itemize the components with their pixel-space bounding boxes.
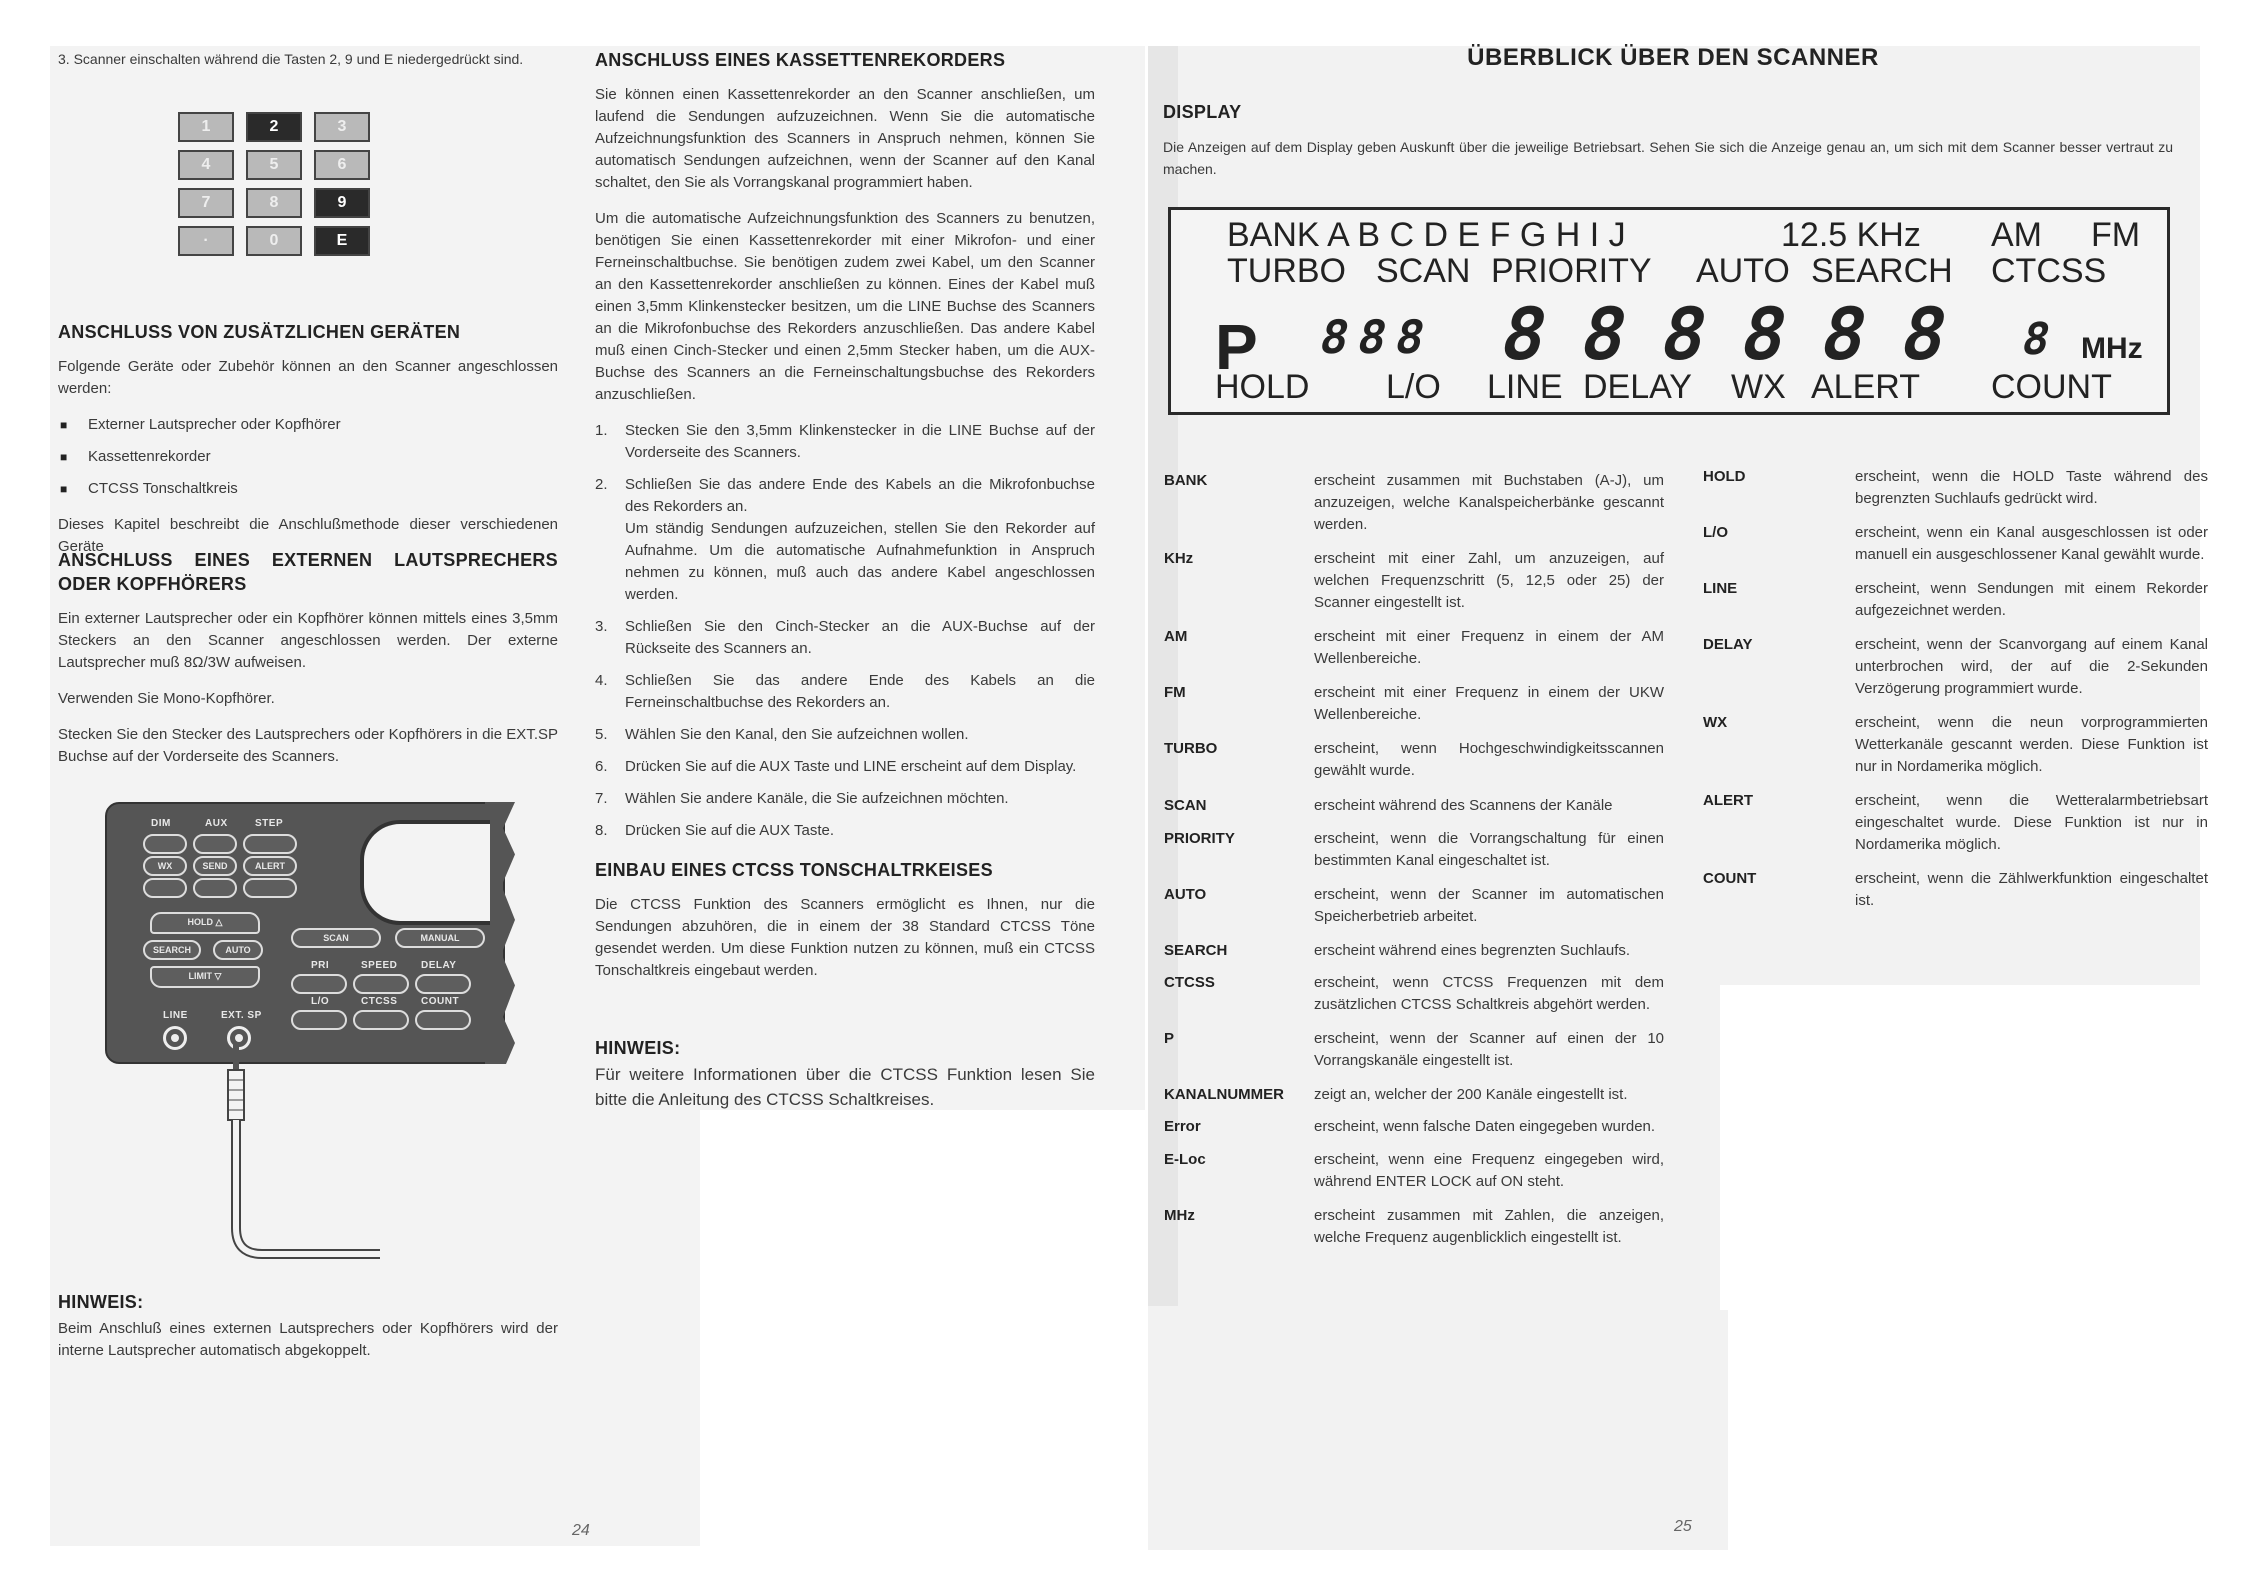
right-page-blank bbox=[1720, 985, 2220, 1555]
definition-term: KHz bbox=[1164, 550, 1194, 567]
keypad-key: 4 bbox=[178, 150, 234, 180]
step-text: Schließen Sie das andere Ende des Kabels an die Ferneinschaltbuchse des Rekorders an. bbox=[625, 672, 1095, 711]
definition-term: KANALNUMMER bbox=[1164, 1086, 1284, 1103]
definition-term: AUTO bbox=[1164, 886, 1207, 903]
dim-button bbox=[143, 834, 187, 854]
lcd-tiny-digit: 8 bbox=[2017, 314, 2065, 365]
definition-text: erscheint zusammen mit Zahlen, die anzeigen, welche Frequenz augenblicklich eingestellt ist. bbox=[1314, 1207, 1664, 1246]
step-button bbox=[243, 834, 297, 854]
lcd-count-indicator: COUNT bbox=[1991, 368, 2112, 406]
definition-term: DELAY bbox=[1703, 636, 1753, 653]
step-text: Wählen Sie andere Kanäle, die Sie aufzeichnen möchten. bbox=[625, 790, 1009, 807]
definition-text: erscheint, wenn die Wetteralarmbetriebsart eingeschaltet wurde. Diese Funktion ist nur in Nordamerika möglich. bbox=[1855, 792, 2208, 853]
definition-text: erscheint, wenn CTCSS Frequenzen mit dem zusätzlichen CTCSS Schaltkreis abgehört werden. bbox=[1314, 974, 1664, 1013]
lcd-wx-indicator: WX bbox=[1731, 368, 1786, 406]
definition-text: erscheint mit einer Zahl, um anzuzeigen, auf welchen Frequenzschritt (5, 12,5 oder 25) der Scanner eingestellt ist. bbox=[1314, 550, 1664, 611]
step-text: Schließen Sie das andere Ende des Kabels an die Mikrofonbuchse des Rekorders an. bbox=[625, 476, 1095, 515]
speaker-p2: Verwenden Sie Mono-Kopfhörer. bbox=[58, 690, 275, 707]
manual-button: MANUAL bbox=[395, 928, 485, 948]
definition-text: erscheint, wenn Sendungen mit einem Rekorder aufgezeichnet werden. bbox=[1855, 580, 2208, 619]
lcd-lo-indicator: L/O bbox=[1386, 368, 1441, 406]
speaker-title: ANSCHLUSS EINES EXTERNEN LAUTSPRECHERS ODER KOPFHÖRERS bbox=[58, 550, 558, 594]
accessories-title: ANSCHLUSS VON ZUSÄTZLICHEN GERÄTEN bbox=[58, 322, 461, 342]
note-title: HINWEIS: bbox=[58, 1292, 144, 1312]
step-number: 8. bbox=[595, 822, 608, 839]
note-title: HINWEIS: bbox=[595, 1038, 681, 1058]
hold-button: HOLD △ bbox=[150, 912, 260, 934]
lcd-turbo-indicator: TURBO bbox=[1227, 252, 1346, 290]
search-button: SEARCH bbox=[143, 940, 201, 960]
definition-term: BANK bbox=[1164, 472, 1208, 489]
lcd-alert-indicator: ALERT bbox=[1811, 368, 1920, 406]
wx-button-lower bbox=[143, 878, 187, 898]
definition-text: erscheint, wenn Hochgeschwindigkeitsscannen gewählt wurde. bbox=[1314, 740, 1664, 779]
definition-term: Error bbox=[1164, 1118, 1201, 1135]
delay-label: DELAY bbox=[421, 960, 457, 971]
step-number: 4. bbox=[595, 672, 608, 689]
lcd-priority-indicator: PRIORITY bbox=[1491, 252, 1652, 290]
scanner-front-panel-figure bbox=[105, 802, 555, 1064]
definition-text: erscheint, wenn eine Frequenz eingegeben wird, während ENTER LOCK auf ON steht. bbox=[1314, 1151, 1664, 1190]
step-text: Schließen Sie den Cinch-Stecker an die AUX-Buchse auf der Rückseite des Scanners an. bbox=[625, 618, 1095, 657]
headphone-plug-cable bbox=[220, 1040, 400, 1270]
list-item bbox=[595, 474, 1095, 606]
display-window bbox=[360, 820, 490, 925]
step-text: Wählen Sie den Kanal, den Sie aufzeichnen wollen. bbox=[625, 726, 969, 743]
speaker-note bbox=[58, 1290, 558, 1376]
definition-text: erscheint, wenn der Scanner im automatischen Speicherbetrieb arbeitet. bbox=[1314, 886, 1664, 925]
definition-text: erscheint, wenn die Vorrangschaltung für einen bestimmten Kanal eingeschaltet ist. bbox=[1314, 830, 1664, 869]
count-button bbox=[415, 1010, 471, 1030]
definition-term: ALERT bbox=[1703, 792, 1753, 809]
step-number: 5. bbox=[595, 726, 608, 743]
step-number: 2. bbox=[595, 476, 608, 493]
definition-term: HOLD bbox=[1703, 468, 1746, 485]
lcd-line-indicator: LINE bbox=[1487, 368, 1563, 406]
definition-term: CTCSS bbox=[1164, 974, 1215, 991]
step-note: Um ständig Sendungen aufzuzeichen, stellen Sie den Rekorder auf Aufnahme. Um die automatische Aufnahmefunktion in Anspruch nehmen zu können, muß auch das andere Kabel angeschlossen werden. bbox=[625, 520, 1095, 603]
list-item bbox=[595, 820, 1095, 842]
page-number: 25 bbox=[1674, 1518, 1692, 1535]
keypad-key: · bbox=[178, 226, 234, 256]
lcd-frequency-digit: 8 bbox=[1574, 292, 1646, 376]
definition-term: P bbox=[1164, 1030, 1175, 1047]
lcd-fm-indicator: FM bbox=[2091, 216, 2141, 254]
lcd-frequency-digit: 8 bbox=[1734, 292, 1806, 376]
lcd-ctcss-indicator: CTCSS bbox=[1991, 252, 2107, 290]
definition-term: FM bbox=[1164, 684, 1186, 701]
lcd-am-indicator: AM bbox=[1991, 216, 2042, 254]
definition-text: erscheint mit einer Frequenz in einem der AM Wellenbereiche. bbox=[1314, 628, 1664, 667]
keypad-key: 6 bbox=[314, 150, 370, 180]
ctcss-button bbox=[353, 1010, 409, 1030]
lcd-priority-p: P bbox=[1215, 311, 1258, 383]
definition-term: PRIORITY bbox=[1164, 830, 1235, 847]
definition-text: erscheint, wenn der Scanvorgang auf einem Kanal unterbrochen wird, der auf die 2-Sekunden Verzögerung programmiert wurde. bbox=[1855, 636, 2208, 697]
keypad-key: 9 bbox=[314, 188, 370, 218]
pri-label: PRI bbox=[311, 960, 330, 971]
accessories-section bbox=[58, 320, 558, 572]
scan-button: SCAN bbox=[291, 928, 381, 948]
keypad-key: 1 bbox=[178, 112, 234, 142]
delay-button bbox=[415, 974, 471, 994]
definition-text: erscheint, wenn ein Kanal ausgeschlossen ist oder manuell ein ausgeschlossener Kanal gewählt wurde. bbox=[1855, 524, 2208, 563]
definition-term: SEARCH bbox=[1164, 942, 1228, 959]
alert-button: ALERT bbox=[243, 856, 297, 876]
list-item: ■ CTCSS Tonschaltkreis bbox=[58, 478, 558, 500]
wx-button: WX bbox=[143, 856, 187, 876]
definition-text: erscheint, wenn der Scanner auf einen der 10 Vorrangskanäle eingestellt ist. bbox=[1314, 1030, 1664, 1069]
lcd-frequency-digit: 8 bbox=[1494, 292, 1566, 376]
ctcss-title: EINBAU EINES CTCSS TONSCHALTRKEISES bbox=[595, 860, 993, 880]
definition-text: erscheint zusammen mit Buchstaben (A-J), um anzuzeigen, welche Kanalspeicherbänke gescannt werden. bbox=[1314, 472, 1664, 533]
step-text: Stecken Sie den 3,5mm Klinkenstecker in die LINE Buchse auf der Vorderseite des Scanners. bbox=[625, 422, 1095, 461]
list-item bbox=[595, 420, 1095, 464]
definition-term: AM bbox=[1164, 628, 1188, 645]
ctcss-label: CTCSS bbox=[361, 996, 398, 1007]
accessories-outro: Dieses Kapitel beschreibt die Anschlußmethode dieser verschiedenen Geräte bbox=[58, 516, 558, 555]
ctcss-section bbox=[595, 858, 1095, 996]
definition-text: erscheint, wenn falsche Daten eingegeben wurden. bbox=[1314, 1118, 1656, 1135]
lcd-step-indicator: 12.5 KHz bbox=[1781, 216, 1921, 254]
list-item bbox=[595, 616, 1095, 660]
list-item: ■ Kassettenrekorder bbox=[58, 446, 558, 468]
definition-text: zeigt an, welcher der 200 Kanäle eingestellt ist. bbox=[1314, 1086, 1628, 1103]
lcd-scan-indicator: SCAN bbox=[1376, 252, 1471, 290]
definition-text: erscheint mit einer Frequenz in einem der UKW Wellenbereiche. bbox=[1314, 684, 1664, 723]
definition-term: E-Loc bbox=[1164, 1151, 1206, 1168]
lcd-search-indicator: SEARCH bbox=[1811, 252, 1953, 290]
ctcss-p1: Die CTCSS Funktion des Scanners ermöglicht es Ihnen, nur die Sendungen abzuhören, die in einem der 38 Standard CTCSS Töne gesendet werden. Um diese Funktion nutzen zu können, muß ein CTCSS Tonschaltkreis eingebaut werden. bbox=[595, 896, 1095, 979]
keypad-key: 8 bbox=[246, 188, 302, 218]
speaker-section bbox=[58, 548, 558, 782]
definition-term: COUNT bbox=[1703, 870, 1757, 887]
definition-text: erscheint, wenn die neun vorprogrammierten Wetterkanäle gescannt werden. Diese Funktion ist nur in Nordamerika möglich. bbox=[1855, 714, 2208, 775]
step-label: STEP bbox=[255, 818, 284, 829]
display-intro-section bbox=[1163, 100, 2173, 194]
send-button-lower bbox=[193, 878, 237, 898]
step-number: 3. bbox=[595, 618, 608, 635]
count-label: COUNT bbox=[421, 996, 460, 1007]
lcd-frequency-digit: 8 bbox=[1654, 292, 1726, 376]
speaker-p1: Ein externer Lautsprecher oder ein Kopfhörer können mittels eines 3,5mm Steckers an den Scanner angeschlossen werden. Der externe Lautsprecher muß 8Ω/3W aufweisen. bbox=[58, 610, 558, 671]
step3-text: 3. Scanner einschalten während die Tasten 2, 9 und E niedergedrückt sind. bbox=[58, 51, 524, 67]
left-page-blank bbox=[700, 1110, 1145, 1550]
lo-button bbox=[291, 1010, 347, 1030]
speed-label: SPEED bbox=[361, 960, 398, 971]
lcd-display-figure bbox=[1168, 207, 2170, 415]
page-number: 24 bbox=[572, 1522, 590, 1539]
right-page-lower bbox=[1148, 1310, 1728, 1550]
line-jack-label: LINE bbox=[163, 1010, 188, 1021]
definition-text: erscheint, wenn die Zählwerkfunktion eingeschaltet ist. bbox=[1855, 870, 2208, 909]
keypad-key: 5 bbox=[246, 150, 302, 180]
dim-label: DIM bbox=[151, 818, 171, 829]
note-text: Für weitere Informationen über die CTCSS Funktion lesen Sie bitte die Anleitung des CTCSS Schaltkreises. bbox=[595, 1065, 1095, 1109]
lcd-delay-indicator: DELAY bbox=[1583, 368, 1692, 406]
send-button: SEND bbox=[193, 856, 237, 876]
cassette-p1: Sie können einen Kassettenrekorder an den Scanner anschließen, um laufend die Sendungen aufzuzeichnen. Wenn Sie die automatische Aufzeichnungsfunktion des Scanners in Anspruch nehmen, können Sie automatisch Sendungen aufzeichnen, wenn der Scanner auf den Kanal schaltet, den Sie als Vorrangskanal programmiert haben. bbox=[595, 86, 1095, 191]
keypad-key: E bbox=[314, 226, 370, 256]
list-item bbox=[595, 756, 1095, 778]
keypad-key: 2 bbox=[246, 112, 302, 142]
display-intro: Die Anzeigen auf dem Display geben Auskunft über die jeweilige Betriebsart. Sehen Sie sich die Anzeige genau an, um sich mit dem Scanner besser vertraut zu machen. bbox=[1163, 139, 2173, 177]
lcd-mhz-indicator: MHz bbox=[2081, 332, 2143, 365]
definition-term: L/O bbox=[1703, 524, 1728, 541]
aux-button bbox=[193, 834, 237, 854]
ctcss-note bbox=[595, 1036, 1095, 1126]
lcd-auto-indicator: AUTO bbox=[1696, 252, 1790, 290]
definition-term: SCAN bbox=[1164, 797, 1207, 814]
lcd-frequency-digit: 8 bbox=[1894, 292, 1966, 376]
definition-term: MHz bbox=[1164, 1207, 1195, 1224]
line-jack bbox=[163, 1026, 187, 1050]
alert-button-lower bbox=[243, 878, 297, 898]
step-number: 1. bbox=[595, 422, 608, 439]
keypad-key: 3 bbox=[314, 112, 370, 142]
pri-button bbox=[291, 974, 347, 994]
cassette-title: ANSCHLUSS EINES KASSETTENREKORDERS bbox=[595, 50, 1006, 70]
speed-button bbox=[353, 974, 409, 994]
list-item: ■ Externer Lautsprecher oder Kopfhörer bbox=[58, 414, 558, 436]
list-item bbox=[595, 788, 1095, 810]
definition-text: erscheint während des Scannens der Kanäle bbox=[1314, 797, 1613, 814]
note-text: Beim Anschluß eines externen Lautsprechers oder Kopfhörers wird der interne Lautsprecher automatisch abgekoppelt. bbox=[58, 1320, 558, 1359]
cassette-section bbox=[595, 48, 1095, 852]
cassette-steps bbox=[595, 420, 1095, 842]
definition-text: erscheint während eines begrenzten Suchlaufs. bbox=[1314, 942, 1631, 959]
accessories-intro: Folgende Geräte oder Zubehör können an den Scanner angeschlossen werden: bbox=[58, 358, 558, 397]
accessories-list bbox=[58, 414, 558, 500]
definition-text: erscheint, wenn die HOLD Taste während des begrenzten Suchlaufs gedrückt wird. bbox=[1855, 468, 2208, 507]
limit-button: LIMIT ▽ bbox=[150, 966, 260, 988]
definition-term: LINE bbox=[1703, 580, 1738, 597]
auto-button: AUTO bbox=[213, 940, 263, 960]
list-item bbox=[595, 724, 1095, 746]
keypad-key: 7 bbox=[178, 188, 234, 218]
cassette-p2: Um die automatische Aufzeichnungsfunktion des Scanners zu benutzen, benötigen Sie einen Kassettenrekorder mit einer Mikrofon- und einer Ferneinschaltbuchse. Sie benötigen zudem zwei Kabel, um den Scanner an den Kassettenrekorder anschließen zu können. Eines der Kabel muß einen 3,5mm Klinkenstecker besitzen, um die LINE Buchse des Scanners an die Mikrofonbuchse des Rekorders anzuschließen. Das andere Kabel muß einen Cinch-Stecker und einen 2,5mm Stecker haben, um die AUX-Buchse des Scanners an die Ferneinschaltungsbuchse des Rekorders anzuschließen. bbox=[595, 210, 1095, 403]
lo-label: L/O bbox=[311, 996, 330, 1007]
definition-term: WX bbox=[1703, 714, 1728, 731]
speaker-p3: Stecken Sie den Stecker des Lautsprechers oder Kopfhörers in die EXT.SP Buchse auf der Vorderseite des Scanners. bbox=[58, 726, 558, 765]
lcd-frequency-digit: 8 bbox=[1814, 292, 1886, 376]
list-item bbox=[595, 670, 1095, 714]
step-text: Drücken Sie auf die AUX Taste und LINE erscheint auf dem Display. bbox=[625, 758, 1077, 775]
step-number: 6. bbox=[595, 758, 608, 775]
lcd-bank-indicator: BANK A B C D E F G H I J bbox=[1227, 216, 1626, 254]
step-text: Drücken Sie auf die AUX Taste. bbox=[625, 822, 835, 839]
keypad-key: 0 bbox=[246, 226, 302, 256]
step-number: 7. bbox=[595, 790, 608, 807]
aux-label: AUX bbox=[205, 818, 228, 829]
lcd-hold-indicator: HOLD bbox=[1215, 368, 1310, 406]
page-title: ÜBERBLICK ÜBER DEN SCANNER bbox=[1467, 44, 1879, 71]
display-heading: DISPLAY bbox=[1163, 102, 1242, 122]
definition-term: TURBO bbox=[1164, 740, 1218, 757]
lcd-channel-digits: 888 bbox=[1315, 310, 1440, 364]
extsp-jack-label: EXT. SP bbox=[221, 1010, 262, 1021]
